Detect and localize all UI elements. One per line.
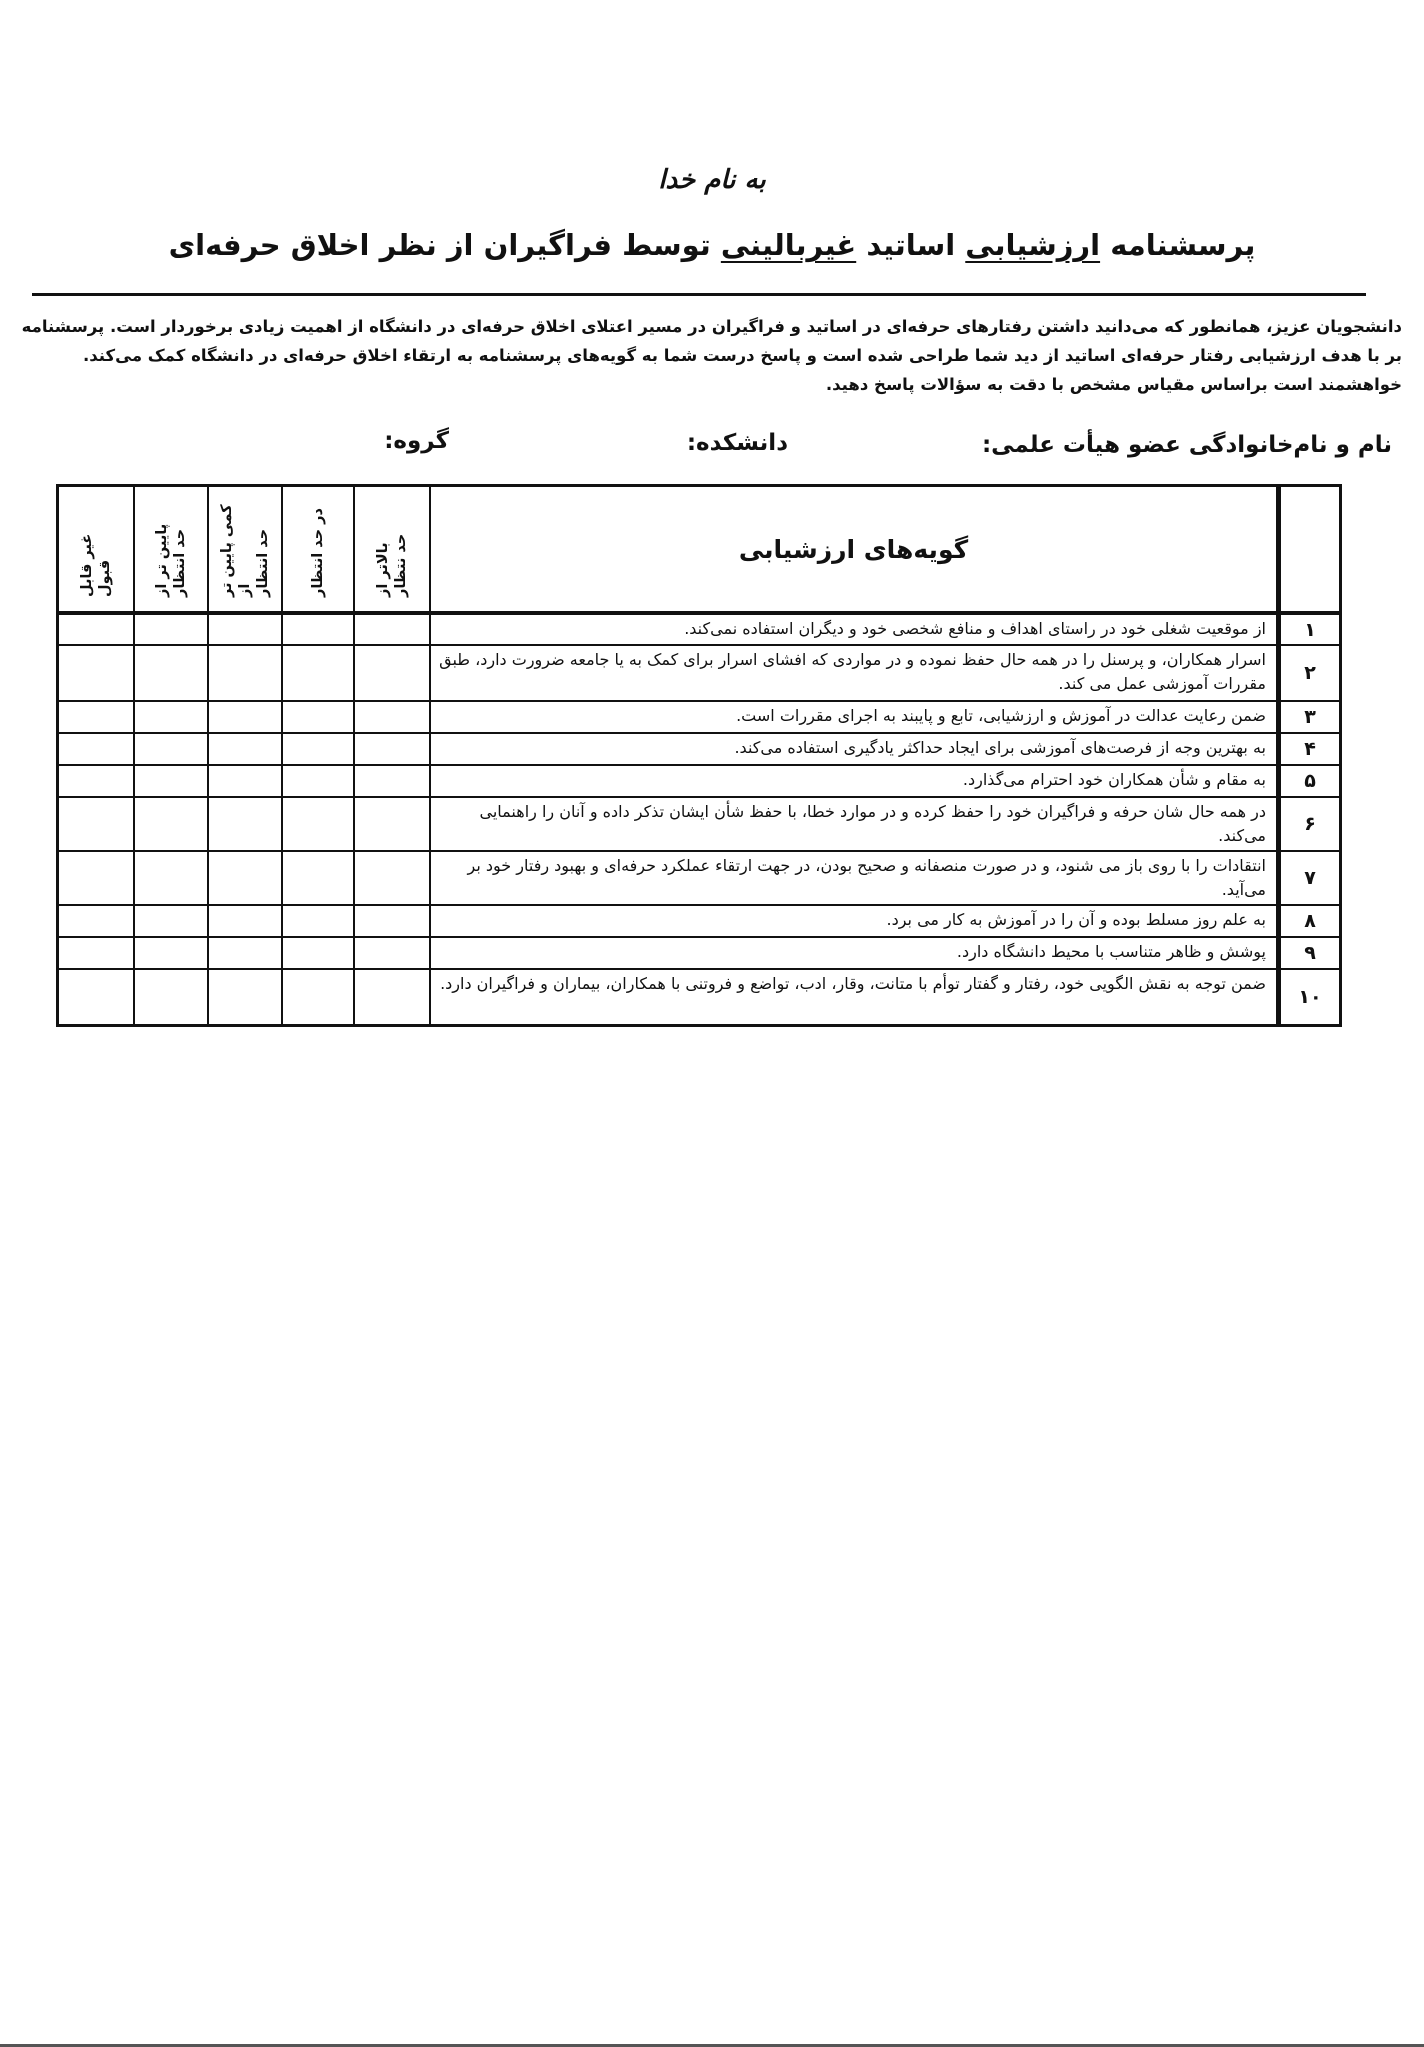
number-header (1279, 486, 1341, 614)
rating-cell[interactable] (134, 613, 208, 645)
rating-cell[interactable] (58, 797, 135, 851)
rating-cell[interactable] (354, 851, 430, 905)
row-number: ۶ (1279, 797, 1341, 851)
rating-cell[interactable] (208, 937, 282, 969)
table-row (58, 905, 1341, 937)
group-label: گروه: (384, 428, 449, 454)
rating-cell[interactable] (58, 969, 135, 1025)
row-statement: از موقعیت شغلی خود در راستای اهداف و منافع شخصی خود و دیگران استفاده نمی‌کند. (430, 613, 1279, 645)
row-number: ۹ (1279, 937, 1341, 969)
table-row (58, 765, 1341, 797)
rating-cell[interactable] (208, 969, 282, 1025)
rating-cell[interactable] (282, 733, 354, 765)
row-number: ۸ (1279, 905, 1341, 937)
rating-cell[interactable] (58, 613, 135, 645)
rating-cell[interactable] (208, 905, 282, 937)
rating-cell[interactable] (134, 765, 208, 797)
rating-cell[interactable] (282, 613, 354, 645)
row-statement: به مقام و شأن همکاران خود احترام می‌گذارد. (430, 765, 1279, 797)
document-title (0, 228, 1424, 262)
rating-cell[interactable] (282, 905, 354, 937)
rating-cell[interactable] (134, 645, 208, 701)
rating-cell[interactable] (134, 733, 208, 765)
evaluation-table (56, 484, 1342, 1027)
statement-header: گویه‌های ارزشیابی (430, 486, 1279, 614)
rating-cell[interactable] (282, 851, 354, 905)
scale-header-meets-expectation (282, 486, 354, 614)
rating-cell[interactable] (354, 905, 430, 937)
title-part-2: ارزشیابی (965, 228, 1101, 262)
scale-header-slightly-below (208, 486, 282, 614)
table-row (58, 613, 1341, 645)
row-statement: پوشش و ظاهر متناسب با محیط دانشگاه دارد. (430, 937, 1279, 969)
rating-cell[interactable] (354, 765, 430, 797)
rating-cell[interactable] (282, 765, 354, 797)
rating-cell[interactable] (282, 645, 354, 701)
row-number: ۴ (1279, 733, 1341, 765)
intro-paragraph (22, 312, 1402, 399)
faculty-label: دانشکده: (686, 430, 788, 456)
rating-cell[interactable] (58, 905, 135, 937)
table-row (58, 969, 1341, 1025)
rating-cell[interactable] (208, 797, 282, 851)
title-part-1: پرسشنامه (1110, 228, 1256, 262)
rating-cell[interactable] (282, 969, 354, 1025)
rating-cell[interactable] (208, 765, 282, 797)
rating-cell[interactable] (58, 701, 135, 733)
row-number: ۷ (1279, 851, 1341, 905)
scale-header-label: کمی پایین تر از حد انتظار (219, 504, 271, 597)
intro-line-1: دانشجویان عزیز، همانطور که می‌دانید داشتن رفتارهای حرفه‌ای در اساتید و فراگیران در مسیر اعتلای اخلاق حرفه‌ای در دانشگاه از اهمیت زیادی برخوردار است. پرسشنامه (21, 317, 1402, 336)
scale-header-label: در حد انتظار (310, 508, 326, 597)
table-row (58, 645, 1341, 701)
row-statement: ضمن توجه به نقش الگویی خود، رفتار و گفتار توأم با متانت، وقار، ادب، تواضع و فروتنی با همکاران، بیماران و فراگیران دارد. (430, 969, 1279, 1025)
rating-cell[interactable] (282, 701, 354, 733)
title-part-5: توسط فراگیران از نظر اخلاق حرفه‌ای (168, 228, 711, 262)
table-row (58, 937, 1341, 969)
rating-cell[interactable] (134, 851, 208, 905)
row-number: ۵ (1279, 765, 1341, 797)
row-statement: به علم روز مسلط بوده و آن را در آموزش به کار می برد. (430, 905, 1279, 937)
scale-header-label: پایین تر از حد انتظار (154, 523, 188, 597)
intro-line-2: بر با هدف ارزشیابی رفتار حرفه‌ای اساتید از دید شما طراحی شده است و پاسخ درست شما به گویه‌های پرسشنامه به ارتقاء اخلاق حرفه‌ای در دانشگاه کمک می‌کند. (83, 346, 1402, 365)
scale-header-label: بالاتر از حد نتظار (375, 533, 409, 597)
scale-header-unacceptable (58, 486, 135, 614)
rating-cell[interactable] (354, 797, 430, 851)
table-row (58, 851, 1341, 905)
scale-header-label: غیر قابل قبول (79, 533, 113, 597)
table-header-row (58, 486, 1341, 614)
row-statement: ضمن رعایت عدالت در آموزش و ارزشیابی، تابع و پایبند به اجرای مقررات است. (430, 701, 1279, 733)
rating-cell[interactable] (58, 851, 135, 905)
title-divider (32, 293, 1366, 296)
title-part-3: اساتید (866, 228, 956, 262)
row-statement: اسرار همکاران، و پرسنل را در همه حال حفظ نموده و در مواردی که افشای اسرار برای کمک به یا جامعه ضرورت دارد، طبق مقررات آموزشی عمل می کند. (430, 645, 1279, 701)
rating-cell[interactable] (58, 937, 135, 969)
rating-cell[interactable] (134, 969, 208, 1025)
table-row (58, 733, 1341, 765)
rating-cell[interactable] (208, 613, 282, 645)
rating-cell[interactable] (58, 733, 135, 765)
rating-cell[interactable] (282, 937, 354, 969)
row-number: ۱ (1279, 613, 1341, 645)
row-number: ۱۰ (1279, 969, 1341, 1025)
rating-cell[interactable] (208, 733, 282, 765)
rating-cell[interactable] (208, 645, 282, 701)
scale-header-above-expectation (354, 486, 430, 614)
scale-header-below-expectation (134, 486, 208, 614)
evaluation-table-wrapper (56, 484, 1342, 1027)
bismillah: به نام خدا (658, 165, 766, 195)
rating-cell[interactable] (354, 969, 430, 1025)
row-statement: در همه حال شان حرفه و فراگیران خود را حفظ کرده و در موارد خطا، با حفظ شأن ایشان تذکر داده و آنان را راهنمایی می‌کند. (430, 797, 1279, 851)
row-statement: به بهترین وجه از فرصت‌های آموزشی برای ایجاد حداکثر یادگیری استفاده می‌کند. (430, 733, 1279, 765)
row-statement: انتقادات را با روی باز می شنود، و در صورت منصفانه و صحیح بودن، در جهت ارتقاء عملکرد حرفه‌ای و بهبود رفتار خود بر می‌آید. (430, 851, 1279, 905)
rating-cell[interactable] (134, 797, 208, 851)
rating-cell[interactable] (282, 797, 354, 851)
rating-cell[interactable] (354, 733, 430, 765)
table-row (58, 797, 1341, 851)
rating-cell[interactable] (134, 905, 208, 937)
rating-cell[interactable] (354, 701, 430, 733)
rating-cell[interactable] (58, 765, 135, 797)
row-number: ۲ (1279, 645, 1341, 701)
rating-cell[interactable] (354, 937, 430, 969)
title-part-4: غیربالینی (720, 228, 857, 262)
rating-cell[interactable] (58, 645, 135, 701)
rating-cell[interactable] (208, 701, 282, 733)
rating-cell[interactable] (134, 937, 208, 969)
rating-cell[interactable] (354, 645, 430, 701)
row-number: ۳ (1279, 701, 1341, 733)
rating-cell[interactable] (134, 701, 208, 733)
member-name-label: نام و نام‌خانوادگی عضو هیأت علمی: (981, 432, 1392, 458)
table-row (58, 701, 1341, 733)
intro-line-3: خواهشمند است براساس مقیاس مشخص با دقت به سؤالات پاسخ دهید. (825, 375, 1402, 394)
rating-cell[interactable] (354, 613, 430, 645)
rating-cell[interactable] (208, 851, 282, 905)
